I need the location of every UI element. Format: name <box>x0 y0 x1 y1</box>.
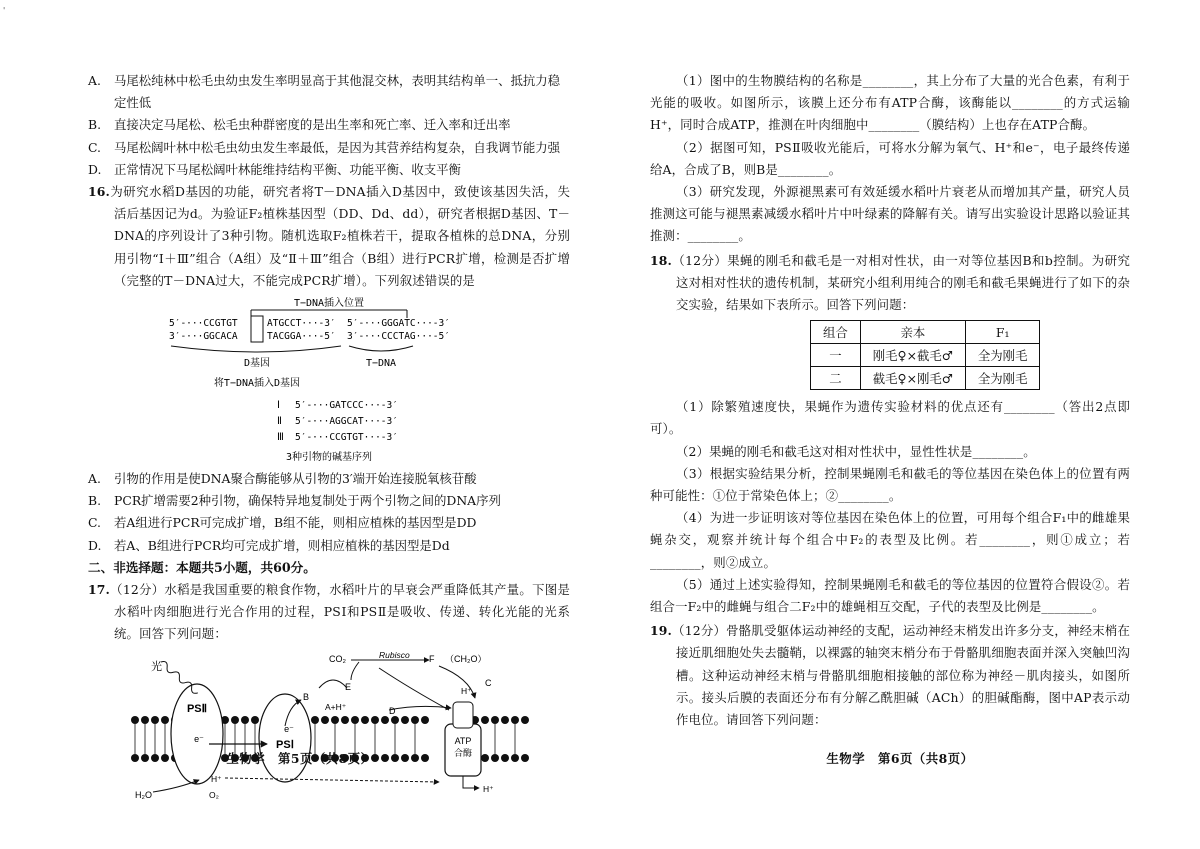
table-cell: 截毛♀×刚毛♂ <box>860 367 965 390</box>
a-h-label: A+H⁺ <box>325 701 347 712</box>
photosynthesis-membrane-figure <box>88 648 570 804</box>
primer-1-name: Ⅰ <box>277 400 280 412</box>
q15-option-c: C. 马尾松阔叶林中松毛虫幼虫发生率最低，是因为其营养结构复杂，自我调节能力强 <box>88 139 561 155</box>
q16-options <box>88 468 570 557</box>
d-label: D <box>389 705 396 716</box>
q18-part-5: （5）通过上述实验得知，控制果蝇刚毛和截毛的等位基因的位置符合假设②。若组合一F₂中的雌蝇与组合二F₂中的雄蝇相互交配，子代的表型及比例是________。 <box>650 576 1130 615</box>
f-label: F <box>429 653 435 664</box>
electron-label-2: e⁻ <box>284 723 294 734</box>
dna-insertion-figure <box>88 294 570 490</box>
h2o-label: H₂O <box>135 789 152 800</box>
page-footer-left: 生物学 第5页（共8页） <box>226 751 374 766</box>
table-row <box>811 367 1040 390</box>
q18-part-1: （1）除繁殖速度快，果蝇作为遗传实验材料的优点还有________（答出2点即可）。 <box>650 399 1130 437</box>
question-number: 17. <box>88 582 111 598</box>
question-text: 为研究水稻D基因的功能，研究者将T－DNA插入D基因中，致使该基因失活，失活后基因记为d。为验证F₂植株基因型（DD、Dd、dd），研究者根据D基因、T－DNA的序列设计了3种引物。随机选取F₂植株若干，提取各植株的总DNA，分别用引物“Ⅰ＋Ⅲ”组合（A组）及“Ⅱ＋Ⅲ”组合（B组）进行PCR扩增，检测是否扩增（完整的T－DNA过大，不能完成PCR扩增）。下列叙述错误的是 <box>110 184 570 288</box>
ps2-label: PSⅡ <box>186 702 208 715</box>
q18-part-4: （4）为进一步证明该对等位基因在染色体上的位置，可用每个组合F₁中的雌雄果蝇杂交，观察并统计每个组合中F₂的表型及比例。若________，则①成立；若________，则②成立。 <box>650 510 1130 570</box>
e-label: E <box>345 681 352 692</box>
d-gene-label: D基因 <box>243 358 271 370</box>
question-number: 19. <box>650 623 673 639</box>
q17-part-2: （2）据图可知，PSⅡ吸收光能后，可将水分解为氧气、H⁺和e⁻，电子最终传递给A，合成了B，则B是________。 <box>650 139 1130 177</box>
figure-caption-2: 3种引物的碱基序列 <box>285 452 373 464</box>
question-text: （12分）骨骼肌受躯体运动神经的支配，运动神经末梢发出许多分支，神经末梢在接近肌细胞处失去髓鞘，以裸露的轴突末梢分布于骨骼肌细胞表面并深入突触凹沟槽。这种运动神经末梢与骨骼肌细胞相接触的部位称为神经－肌肉接头，如图所示。接头后膜的表面还分布有分解乙酰胆碱（ACh）的胆碱酯酶，图中AP表示动作电位。请回答下列问题： <box>672 623 1130 728</box>
q16-option-c: C. 若A组进行PCR可完成扩增，B组不能，则相应植株的基因型是DD <box>88 515 477 531</box>
q17-part-3: （3）研究发现，外源褪黑素可有效延缓水稻叶片衰老从而增加其产量，研究人员推测这可能与褪黑素减缓水稻叶片中叶绿素的降解有关。请写出实验设计思路以验证其推测：________。 <box>650 184 1130 244</box>
table-cell: 刚毛♀×截毛♂ <box>860 344 965 367</box>
h-plus-bottom-label: H⁺ <box>211 773 222 784</box>
right-page <box>600 0 1200 849</box>
light-label: 光 <box>151 660 162 673</box>
corner-mark: ' <box>3 6 6 15</box>
q15-option-d: D. 正常情况下马尾松阔叶林能维持结构平衡、功能平衡、收支平衡 <box>88 161 461 177</box>
table-cell: 全为刚毛 <box>965 367 1040 390</box>
figure-caption-1: 将T−DNA插入D基因 <box>213 378 301 390</box>
primer-2-seq: 5′-···AGGCAT···-3′ <box>295 416 398 428</box>
question-number: 18. <box>650 252 673 268</box>
table-row <box>811 344 1040 367</box>
primer-2-name: Ⅱ <box>277 416 282 428</box>
tdna-top: 5′-···GGGATC···-3′ <box>347 318 450 330</box>
question-text: （12分）果蝇的刚毛和截毛是一对相对性状，由一对等位基因B和b控制。为研究这对相对性状的遗传机制，某研究小组利用纯合的刚毛和截毛果蝇进行了如下的杂交实验，结果如下表所示。回答下列问题： <box>672 252 1130 313</box>
question-17 <box>88 579 570 646</box>
question-19 <box>650 620 1130 731</box>
dna-top-middle: ATGCCT···-3′ <box>267 318 336 330</box>
tdna-bottom: 3′-···CCCTAG···-5′ <box>347 331 450 343</box>
primer-1-seq: 5′-···GATCCC···-3′ <box>295 400 398 412</box>
primer-3-seq: 5′-···CCGTGT···-3′ <box>295 432 398 444</box>
q16-option-a: A. 引物的作用是使DNA聚合酶能够从引物的3′端开始连接脱氧核苷酸 <box>88 471 477 487</box>
q18-part-2: （2）果蝇的刚毛和截毛这对相对性状中，显性性状是________。 <box>676 443 1036 459</box>
table-header: 组合 <box>811 321 861 344</box>
dna-bottom-middle: TACGGA···-5′ <box>267 331 336 343</box>
q16-option-d: D. 若A、B组进行PCR均可完成扩增，则相应植株的基因型是Dd <box>88 537 450 553</box>
c-label: C <box>485 677 492 688</box>
table-cell: 全为刚毛 <box>965 344 1040 367</box>
atp-synthase-label: 合酶 <box>453 747 473 758</box>
table-cell: 二 <box>811 367 861 390</box>
q15-options <box>88 70 570 181</box>
co2-label: CO₂ <box>329 653 346 664</box>
table-header: 亲本 <box>860 321 965 344</box>
question-16 <box>88 181 570 292</box>
question-text: （12分）水稻是我国重要的粮食作物，水稻叶片的早衰会严重降低其产量。下图是水稻叶肉细胞进行光合作用的过程，PSⅠ和PSⅡ是吸收、传递、转化光能的光系统。回答下列问题： <box>110 582 570 642</box>
dna-bottom-left: 3′-···GGCACA <box>169 331 238 343</box>
ps1-complex <box>259 691 311 782</box>
q18-part-3: （3）根据实验结果分析，控制果蝇刚毛和截毛的等位基因在染色体上的位置有两种可能性：①位于常染色体上；②________。 <box>650 465 1130 504</box>
q16-option-b: B. PCR扩增需要2种引物，确保特异地复制处于两个引物之间的DNA序列 <box>88 493 501 509</box>
tdna-insert-box <box>251 316 263 342</box>
q15-option-a: A. 马尾松纯林中松毛虫幼虫发生率明显高于其他混交林，表明其结构单一、抵抗力稳定性低 <box>88 73 561 111</box>
table-header-row <box>811 321 1040 344</box>
table-header: F₁ <box>965 321 1040 344</box>
o2-label: O₂ <box>209 789 219 800</box>
q15-option-b: B. 直接决定马尾松、松毛虫种群密度的是出生率和死亡率、迁入率和迁出率 <box>88 117 511 133</box>
electron-label-1: e⁻ <box>194 733 204 744</box>
page-footer-right: 生物学 第6页（共8页） <box>826 751 974 766</box>
primer-3-name: Ⅲ <box>277 432 284 444</box>
tdna-label: T−DNA <box>365 358 397 370</box>
cross-table <box>810 320 1040 390</box>
question-18 <box>650 250 1130 317</box>
h-plus-out-label: H⁺ <box>483 783 494 794</box>
rubisco-label: Rubisco <box>379 649 410 660</box>
dna-top-left: 5′-···CCGTGT <box>169 318 238 330</box>
ch2o-label: （CH₂O） <box>445 653 487 664</box>
dna-figure-title: T−DNA插入位置 <box>293 298 365 310</box>
question-number: 16. <box>88 184 111 200</box>
section-heading: 二、非选择题：本题共5小题，共60分。 <box>88 559 316 575</box>
atp-label: ATP <box>454 735 472 746</box>
h-plus-top-label: H⁺ <box>461 685 472 696</box>
ps1-label: PSⅠ <box>276 738 294 751</box>
b-label: B <box>303 691 310 702</box>
q17-part-1: （1）图中的生物膜结构的名称是________，其上分布了大量的光合色素，有利于光能的吸收。如图所示，该膜上还分布有ATP合酶，该酶能以________的方式运输H⁺，同时合成ATP，推测在叶肉细胞中________（膜结构）上也存在ATP合酶。 <box>650 73 1130 133</box>
table-cell: 一 <box>811 344 861 367</box>
